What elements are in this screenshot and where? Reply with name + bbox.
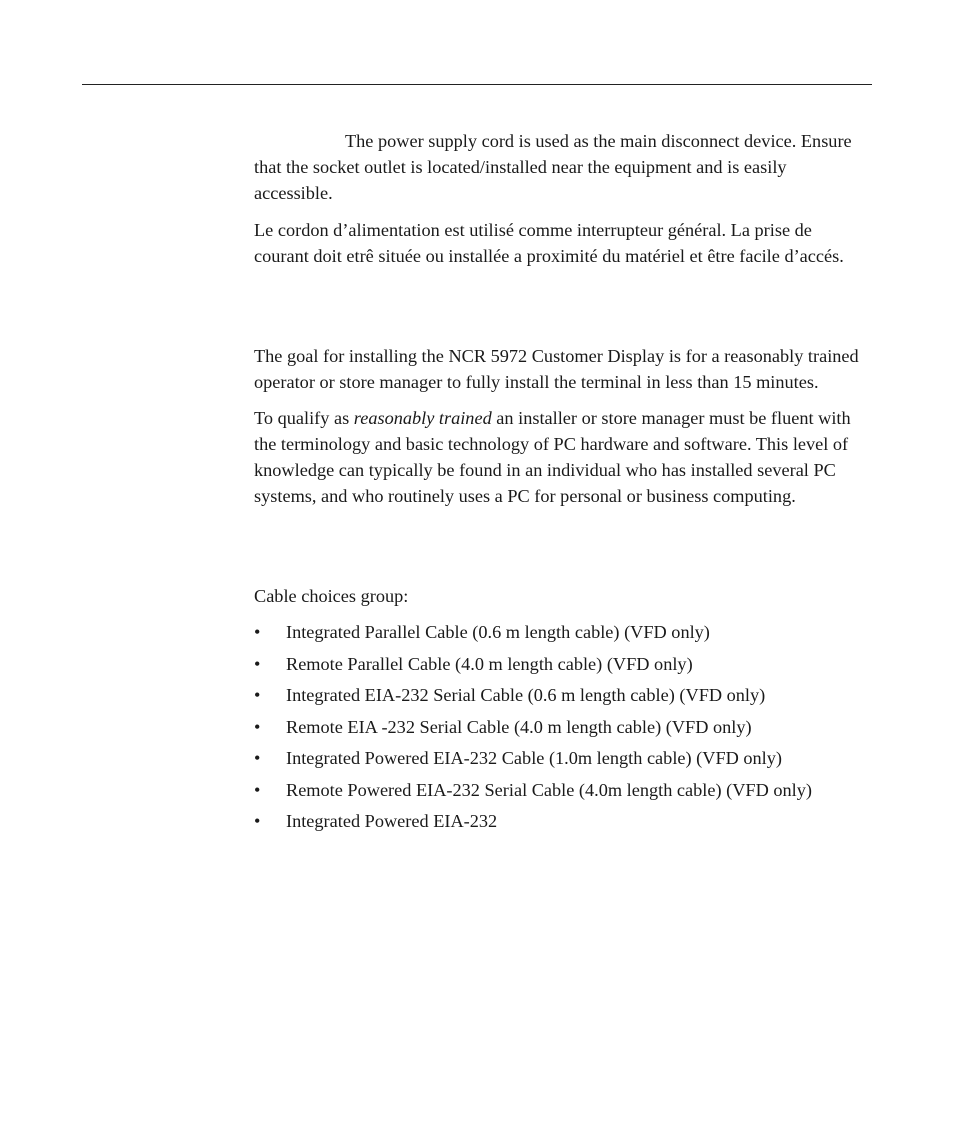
list-item — [254, 745, 864, 771]
list-item — [254, 619, 864, 645]
list-item — [254, 777, 864, 803]
list-item-text: Integrated Parallel Cable (0.6 m length cable) (VFD only) — [286, 622, 710, 642]
bullet-icon: • — [254, 653, 261, 674]
caution-french-paragraph: Le cordon d’alimentation est utilisé comme interrupteur général. La prise de courant doit etrê située ou installée a proximité du matériel et être facile d’accés. — [254, 220, 844, 266]
list-item-text: Remote EIA -232 Serial Cable (4.0 m length cable) (VFD only) — [286, 716, 752, 737]
cable-choices-list — [254, 619, 864, 834]
list-item-text: Integrated Powered EIA-232 Cable (1.0m length cable) (VFD only) — [286, 748, 782, 768]
installer-qualify-paragraph — [254, 405, 864, 509]
qualify-prefix: To qualify as — [254, 408, 354, 428]
bullet-icon: • — [254, 779, 261, 800]
bullet-icon: • — [254, 622, 261, 642]
bullet-icon: • — [254, 716, 261, 737]
bullet-icon: • — [254, 748, 261, 768]
installer-goal-paragraph: The goal for installing the NCR 5972 Customer Display is for a reasonably trained operator or store manager to fully install the terminal in less than 15 minutes. — [254, 346, 859, 392]
list-item-text: Remote Powered EIA-232 Serial Cable (4.0m length cable) (VFD only) — [286, 779, 812, 800]
list-item — [254, 682, 864, 708]
caution-english-paragraph: The power supply cord is used as the main disconnect device. Ensure that the socket outlet is located/installed near the equipment and is easily accessible. — [254, 131, 852, 203]
cable-choices-intro: Cable choices group: — [254, 586, 409, 606]
list-item-text: Remote Parallel Cable (4.0 m length cable) (VFD only) — [286, 653, 693, 674]
qualify-suffix: an installer or store manager must be fluent with the terminology and basic technology of PC hardware and software. This level of knowledge can typically be found in an individual who has installed several PC systems, and who routinely uses a PC for personal or business computing. — [254, 408, 851, 506]
page-content — [254, 128, 864, 834]
bullet-icon: • — [254, 685, 261, 705]
bullet-icon: • — [254, 811, 261, 831]
list-item — [254, 651, 864, 677]
qualify-emphasis: reasonably trained — [353, 408, 492, 428]
list-item — [254, 714, 864, 740]
list-item — [254, 808, 864, 834]
list-item-text: Integrated EIA-232 Serial Cable (0.6 m length cable) (VFD only) — [286, 685, 766, 705]
list-item-text: Integrated Powered EIA-232 — [286, 811, 498, 831]
header-rule — [82, 84, 872, 85]
